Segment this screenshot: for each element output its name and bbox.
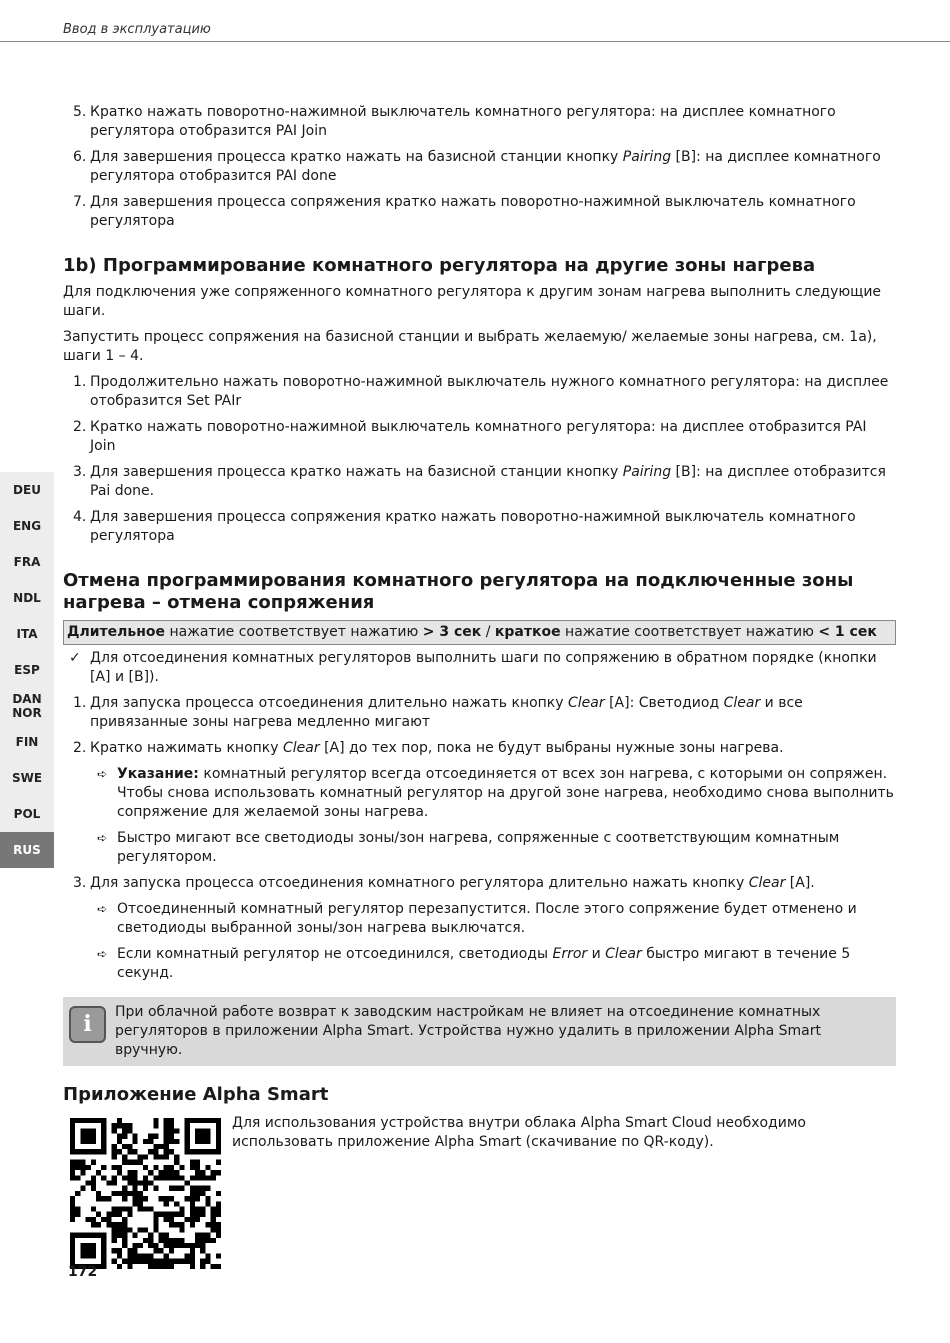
lang-tab-swe[interactable]: SWE — [0, 760, 54, 796]
list-item: ➪ Отсоединенный комнатный регулятор перезапустится. После этого сопряжение будет отменено и светодиоды выбранной зоны/зон нагрева выключатся. — [97, 901, 857, 936]
list-item: 7. Для завершения процесса сопряжения кратко нажать поворотно-нажимной выключатель комнатного регулятора — [73, 194, 856, 229]
language-sidebar — [0, 472, 54, 868]
section-title-unpair: Отмена программирования комнатного регулятора на подключенные зоны нагрева – отмена сопряжения — [63, 570, 854, 613]
lang-tab-esp[interactable]: ESP — [0, 652, 54, 688]
checkmark-item: ✓ Для отсоединения комнатных регуляторов выполнить шаги по сопряжению в обратном порядке (кнопки [A] и [B]). — [69, 650, 877, 685]
arrow-right-icon: ➪ — [97, 947, 108, 961]
arrow-right-icon: ➪ — [97, 831, 108, 845]
lang-tab-ita[interactable]: ITA — [0, 616, 54, 652]
list-item: 2. Кратко нажать поворотно-нажимной выключатель комнатного регулятора: на дисплее отобразится PAI Join — [73, 419, 867, 454]
paragraph: Запустить процесс сопряжения на базисной станции и выбрать желаемую/ желаемые зоны нагрева, см. 1а), шаги 1 – 4. — [63, 329, 877, 364]
checkmark-icon: ✓ — [69, 650, 81, 666]
page-content — [63, 103, 896, 1152]
lang-tab-deu[interactable]: DEU — [0, 472, 54, 508]
step2-sublist — [63, 765, 896, 867]
lang-tab-pol[interactable]: POL — [0, 796, 54, 832]
section2-step-list-cont — [63, 874, 896, 893]
lang-tab-eng[interactable]: ENG — [0, 508, 54, 544]
list-item: 2. Кратко нажимать кнопку Clear [A] до тех пор, пока не будут выбраны нужные зоны нагрева. — [73, 740, 784, 756]
list-item: 5. Кратко нажать поворотно-нажимной выключатель комнатного регулятора: на дисплее комнатного регулятора отобразится PAI Join — [73, 104, 836, 139]
list-item: ➪ Быстро мигают все светодиоды зоны/зон нагрева, сопряженные с соответствующим комнатным регулятором. — [97, 830, 840, 865]
step3-sublist — [63, 900, 896, 983]
section-title-1b: 1b) Программирование комнатного регулятора на другие зоны нагрева — [63, 255, 816, 276]
list-item: ➪ Указание: комнатный регулятор всегда отсоединяется от всех зон нагрева, с которыми он сопряжен. Чтобы снова использовать комнатный регулятор на другой зоне нагрева, необходимо снова выполнить сопряжение для желаемой зоны нагрева. — [97, 766, 894, 820]
list-item: 3. Для запуска процесса отсоединения комнатного регулятора длительно нажать кнопку Clear [A]. — [73, 875, 815, 891]
info-icon: i — [69, 1006, 106, 1043]
lang-tab-dan-nor[interactable]: DAN NOR — [0, 688, 54, 724]
page-number: 172 — [68, 1264, 98, 1280]
list-item: 1. Продолжительно нажать поворотно-нажимной выключатель нужного комнатного регулятора: на дисплее отобразится Set PAIr — [73, 374, 889, 409]
qr-code — [70, 1118, 221, 1269]
section2-step-list — [63, 694, 896, 758]
list-item: ➪ Если комнатный регулятор не отсоединился, светодиоды Error и Clear быстро мигают в течение 5 секунд. — [97, 946, 851, 981]
section-title-app: Приложение Alpha Smart — [63, 1084, 329, 1105]
press-duration-box: Длительное нажатие соответствует нажатию > 3 сек / краткое нажатие соответствует нажатию < 1 сек — [63, 620, 896, 645]
section1-step-list — [63, 373, 896, 546]
paragraph: Для подключения уже сопряженного комнатного регулятора к другим зонам нагрева выполнить следующие шаги. — [63, 284, 882, 319]
list-item: 3. Для завершения процесса кратко нажать на базисной станции кнопку Pairing [B]: на дисплее отобразится Pai done. — [73, 464, 886, 499]
header-divider — [0, 41, 950, 42]
arrow-right-icon: ➪ — [97, 767, 108, 781]
lang-tab-ndl[interactable]: NDL — [0, 580, 54, 616]
app-block — [63, 1114, 896, 1152]
top-step-list — [63, 103, 896, 231]
list-item: 1. Для запуска процесса отсоединения длительно нажать кнопку Clear [A]: Светодиод Clear и все привязанные зоны нагрева медленно мигают — [73, 695, 803, 730]
info-note: i При облачной работе возврат к заводским настройкам не влияет на отсоединение комнатных регуляторов в приложении Alpha Smart. Устройства нужно удалить в приложении Alpha Smart вручную. — [63, 997, 896, 1066]
app-description: Для использования устройства внутри облака Alpha Smart Cloud необходимо использовать приложение Alpha Smart (скачивание по QR-коду). — [232, 1115, 806, 1150]
lang-tab-rus[interactable]: RUS — [0, 832, 54, 868]
lang-tab-fra[interactable]: FRA — [0, 544, 54, 580]
running-header: Ввод в эксплуатацию — [63, 22, 211, 37]
list-item: 4. Для завершения процесса сопряжения кратко нажать поворотно-нажимной выключатель комнатного регулятора — [73, 509, 856, 544]
list-item: 6. Для завершения процесса кратко нажать на базисной станции кнопку Pairing [B]: на дисплее комнатного регулятора отобразится PAI done — [73, 149, 881, 184]
lang-tab-fin[interactable]: FIN — [0, 724, 54, 760]
arrow-right-icon: ➪ — [97, 902, 108, 916]
